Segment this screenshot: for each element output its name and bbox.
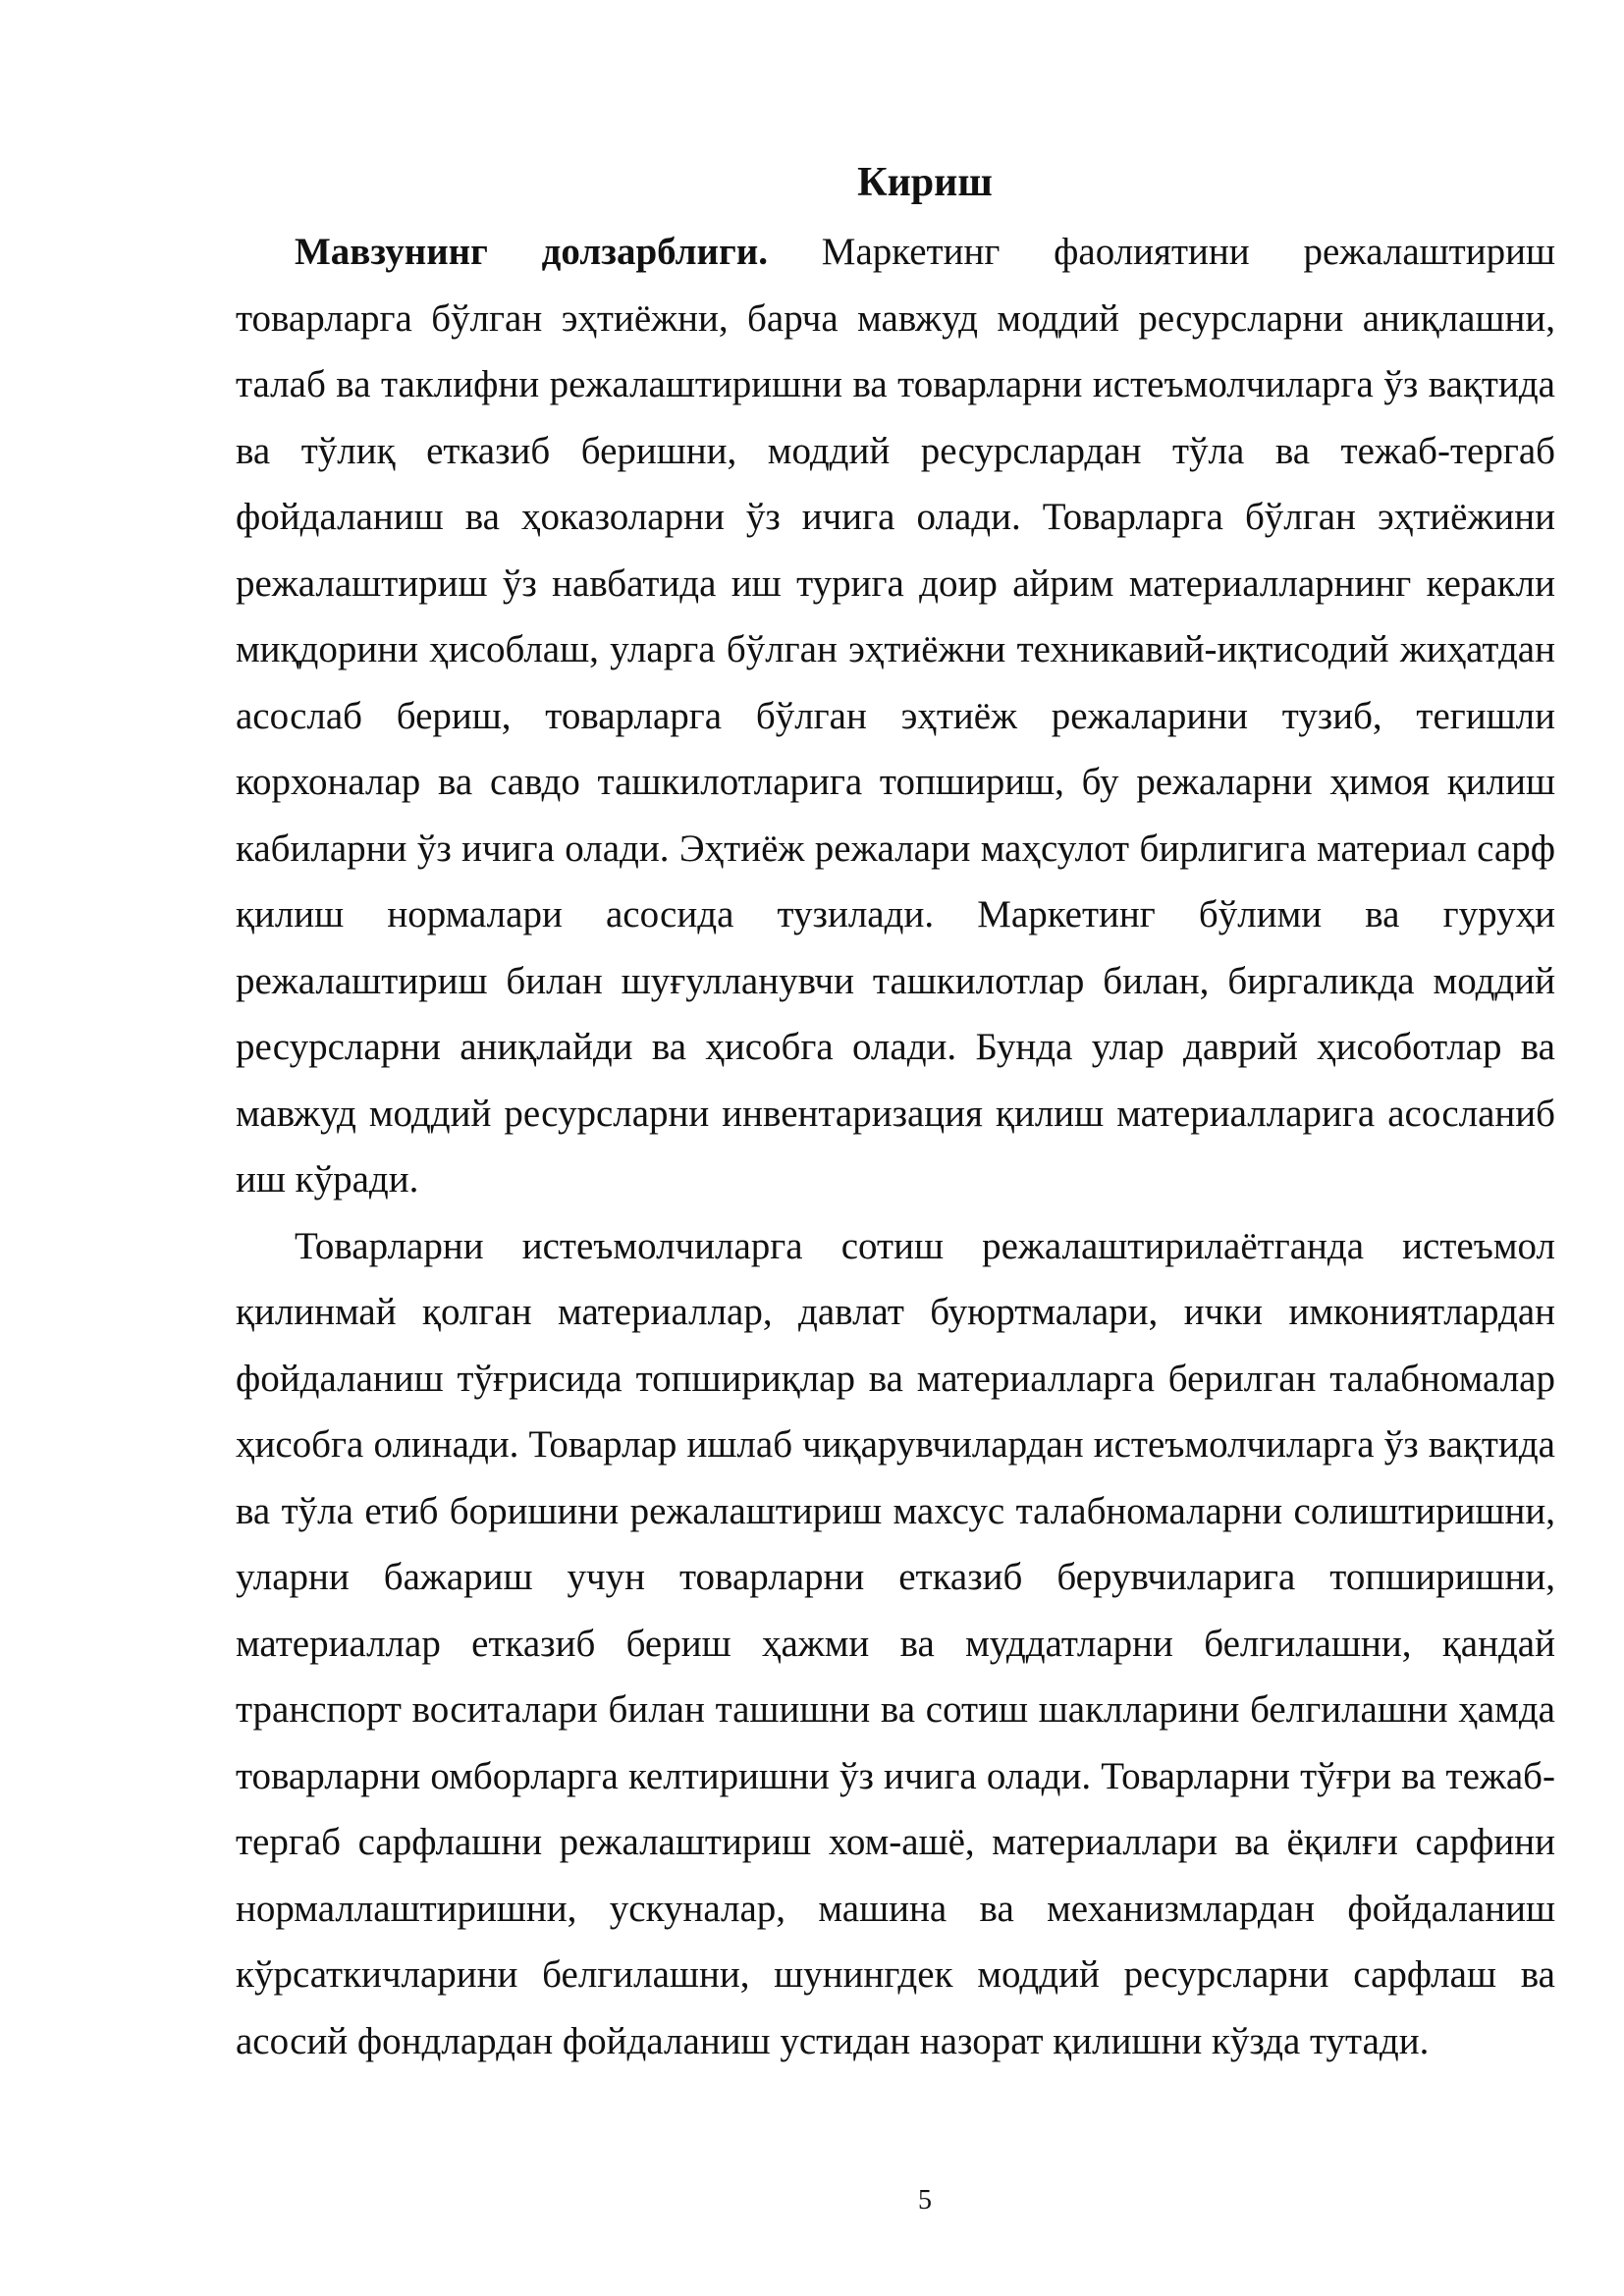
- paragraph-relevance: [236, 219, 1555, 1213]
- page-number: 5: [918, 2185, 932, 2216]
- paragraph-sales-planning: [236, 1213, 1555, 2075]
- page-title: Кириш: [857, 160, 993, 205]
- paragraph-text: Товарларни истеъмолчиларга сотиш режалаштирилаётганда истеъмол қилинмай қолган материаллар, давлат буюртмалари, ички имкониятлардан фойдаланиш тўғрисида топшириқлар ва материалларга берилган талабномалар ҳисобга олинади. Товарлар ишлаб чиқарувчилардан истеъмолчиларга ўз вақтида ва тўла етиб боришини режалаштириш махсус талабномаларни солиштиришни, уларни бажариш учун товарларни етказиб берувчиларига топширишни, материаллар етказиб бериш ҳажми ва муддатларни белгилашни, қандай транспорт воситалари билан ташишни ва сотиш шаклларини белгилашни ҳамда товарларни омборларга келтиришни ўз ичига олади. Товарларни тўғри ва тежаб-тергаб сарфлашни режалаштириш хом-ашё, материаллари ва ёқилғи сарфини нормаллаштиришни, ускуналар, машина ва механизмлардан фойдаланиш кўрсаткичларини белгилашни, шунингдек моддий ресурсларни сарфлаш ва асосий фондлардан фойдаланиш устидан назорат қилишни кўзда тутади.: [236, 1224, 1555, 2062]
- paragraph-lead-heading: Мавзунинг долзарблиги.: [295, 231, 768, 273]
- document-body: [236, 219, 1555, 2074]
- paragraph-text: Маркетинг фаолиятини режалаштириш товарларга бўлган эҳтиёжни, барча мавжуд моддий ресурсларни аниқлашни, талаб ва таклифни режалаштиришни ва товарларни истеъмолчиларга ўз вақтида ва тўлиқ етказиб беришни, моддий ресурслардан тўла ва тежаб-тергаб фойдаланиш ва ҳоказоларни ўз ичига олади. Товарларга бўлган эҳтиёжини режалаштириш ўз навбатида иш турига доир айрим материалларнинг керакли миқдорини ҳисоблаш, уларга бўлган эҳтиёжни техникавий-иқтисодий жиҳатдан асослаб бериш, товарларга бўлган эҳтиёж режаларини тузиб, тегишли корхоналар ва савдо ташкилотларига топшириш, бу режаларни ҳимоя қилиш кабиларни ўз ичига олади. Эҳтиёж режалари маҳсулот бирлигига материал сарф қилиш нормалари асосида тузилади. Маркетинг бўлими ва гуруҳи режалаштириш билан шуғулланувчи ташкилотлар билан, биргаликда моддий ресурсларни аниқлайди ва ҳисобга олади. Бунда улар даврий ҳисоботлар ва мавжуд моддий ресурсларни инвентаризация қилиш материалларига асосланиб иш кўради.: [236, 231, 1556, 1201]
